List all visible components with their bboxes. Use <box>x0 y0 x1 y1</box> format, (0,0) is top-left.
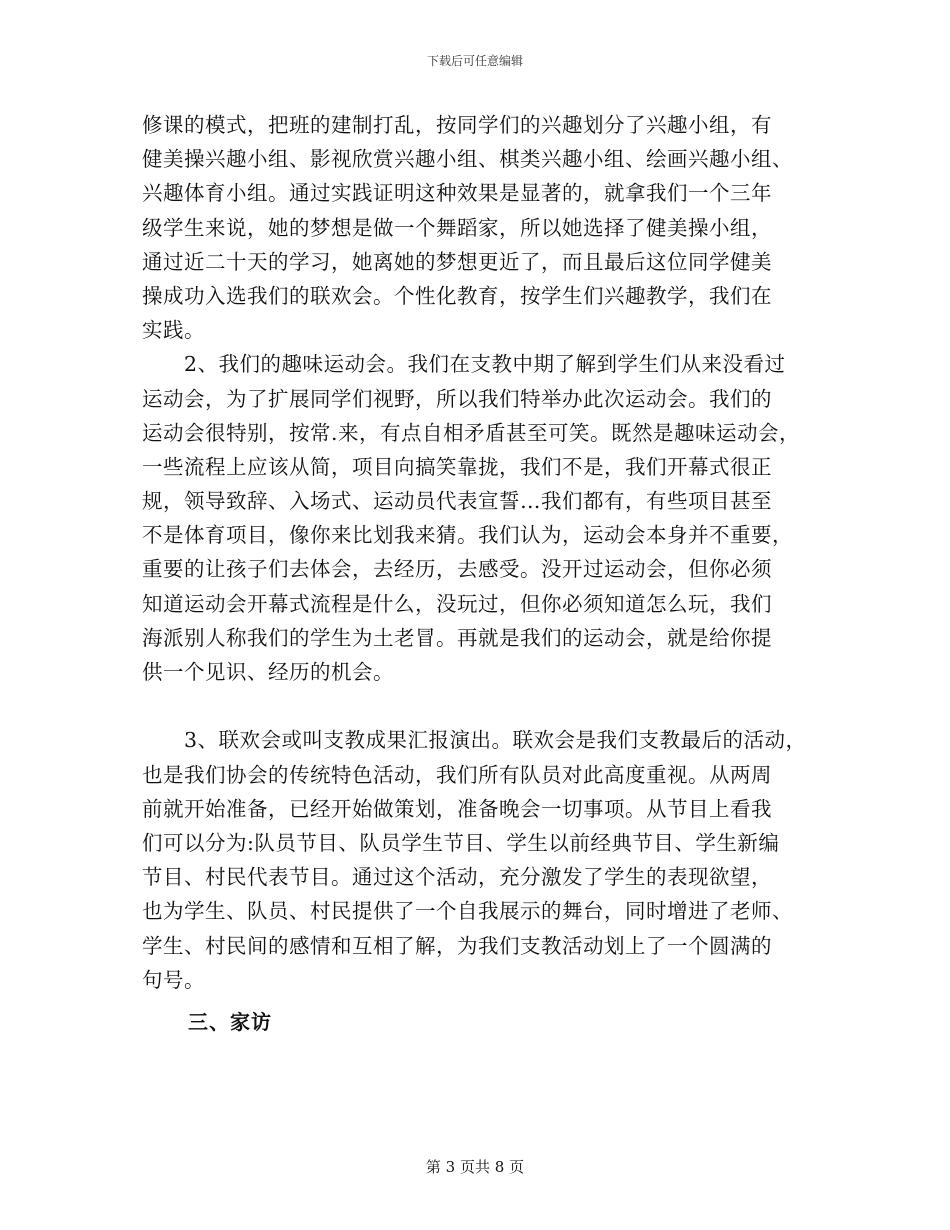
text-line: 通过近二十天的学习，她离她的梦想更近了，而且最后这位同学健美 <box>142 249 772 274</box>
paragraph-2 <box>142 347 822 723</box>
page-header: 下载后可任意编辑 <box>426 54 523 68</box>
text-line: 节目、村民代表节目。通过这个活动，充分激发了学生的表现欲望， <box>142 865 772 890</box>
text-line: 知道运动会开幕式流程是什么，没玩过，但你必须知道怎么玩，我们 <box>142 591 772 616</box>
text-line: 规，领导致辞、入场式、运动员代表宣誓…我们都有，有些项目甚至 <box>142 489 772 514</box>
text-line <box>142 689 822 723</box>
text-line: 供一个见识、经历的机会。 <box>142 660 394 684</box>
text-line: 2、我们的趣味运动会。我们在支教中期了解到学生们从来没看过 <box>184 352 786 377</box>
text-line: 一些流程上应该从简，项目向搞笑靠拢，我们不是，我们开幕式很正 <box>142 454 772 479</box>
text-line: 操成功入选我们的联欢会。个性化教育，按学生们兴趣教学，我们在 <box>142 283 772 308</box>
text-line: 句号。 <box>142 967 205 992</box>
text-line: 们可以分为:队员节目、队员学生节目、学生以前经典节目、学生新编 <box>142 830 780 855</box>
paragraph-3 <box>142 723 822 997</box>
text-line: 实践。 <box>142 318 205 343</box>
paragraph-1 <box>142 108 822 347</box>
document-body <box>142 108 822 1039</box>
text-line: 前就开始准备，已经开始做策划，准备晚会一切事项。从节目上看我 <box>142 796 772 821</box>
text-line: 健美操兴趣小组、影视欣赏兴趣小组、棋类兴趣小组、绘画兴趣小组、 <box>142 147 793 172</box>
text-line: 海派别人称我们的学生为土老冒。再就是我们的运动会，就是给你提 <box>142 625 772 650</box>
text-line: 也是我们协会的传统特色活动，我们所有队员对此高度重视。从两周 <box>142 762 772 787</box>
section-heading: 三、家访 <box>188 1009 272 1034</box>
text-line: 运动会，为了扩展同学们视野，所以我们特举办此次运动会。我们的 <box>142 386 772 411</box>
text-line: 3、联欢会或叫支教成果汇报演出。联欢会是我们支教最后的活动， <box>184 728 807 753</box>
text-line: 不是体育项目，像你来比划我来猜。我们认为，运动会本身并不重要， <box>142 523 793 548</box>
text-line: 也为学生、队员、村民提供了一个自我展示的舞台，同时增进了老师、 <box>142 899 793 924</box>
page-footer: 第 3 页共 8 页 <box>425 1158 525 1176</box>
text-line: 运动会很特别，按常.来，有点自相矛盾甚至可笑。既然是趣味运动会， <box>142 420 801 445</box>
text-line: 学生、村民间的感情和互相了解，为我们支教活动划上了一个圆满的 <box>142 933 772 958</box>
text-line: 重要的让孩子们去体会，去经历，去感受。没开过运动会，但你必须 <box>142 557 772 582</box>
text-line: 兴趣体育小组。通过实践证明这种效果是显著的，就拿我们一个三年 <box>142 181 772 206</box>
text-line: 修课的模式，把班的建制打乱，按同学们的兴趣划分了兴趣小组，有 <box>142 113 772 137</box>
text-line: 级学生来说，她的梦想是做一个舞蹈家，所以她选择了健美操小组， <box>142 215 772 240</box>
